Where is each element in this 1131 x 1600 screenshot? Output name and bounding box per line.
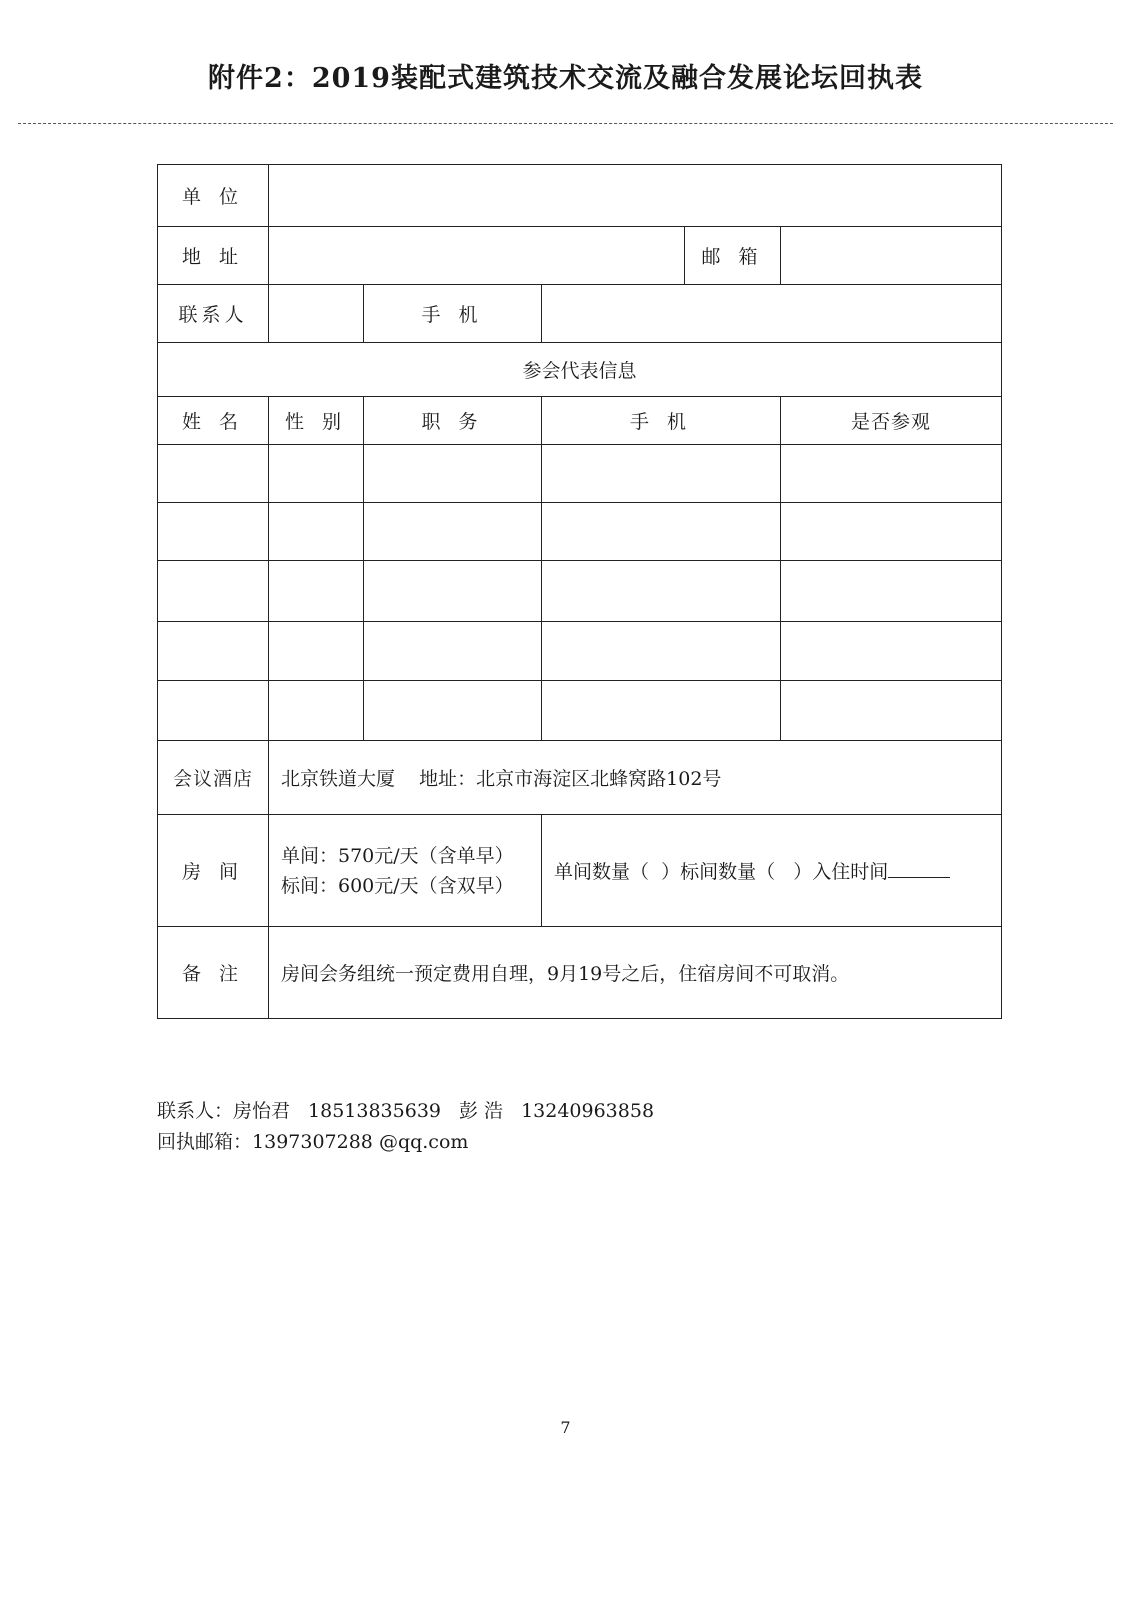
unit-label: 单 位 xyxy=(158,165,269,227)
delegate-mobile-cell[interactable] xyxy=(542,561,781,622)
room-request-text: 单间数量（ ）标间数量（ ）入住时间 xyxy=(554,861,889,883)
page-title: 附件2：2019装配式建筑技术交流及融合发展论坛回执表 xyxy=(208,63,923,94)
remarks-row xyxy=(158,927,1002,1019)
contact-person2-name: 彭 浩 xyxy=(459,1100,504,1122)
checkin-blank[interactable] xyxy=(888,863,950,878)
delegates-section-heading: 参会代表信息 xyxy=(158,343,1002,397)
delegate-position-cell[interactable] xyxy=(364,561,542,622)
address-field[interactable] xyxy=(269,227,685,285)
delegate-position-cell[interactable] xyxy=(364,681,542,741)
contact-row xyxy=(158,285,1002,343)
delegate-name-cell[interactable] xyxy=(158,561,269,622)
header-divider xyxy=(18,123,1113,124)
contact-field[interactable] xyxy=(269,285,364,343)
delegate-mobile-cell[interactable] xyxy=(542,622,781,681)
delegate-name-cell[interactable] xyxy=(158,445,269,503)
column-position: 职 务 xyxy=(364,397,542,445)
unit-field[interactable] xyxy=(269,165,1002,227)
delegate-name-cell[interactable] xyxy=(158,622,269,681)
delegate-visit-cell[interactable] xyxy=(781,445,1002,503)
hotel-label: 会议酒店 xyxy=(158,741,269,815)
delegate-name-cell[interactable] xyxy=(158,681,269,741)
delegate-gender-cell[interactable] xyxy=(269,503,364,561)
delegate-gender-cell[interactable] xyxy=(269,622,364,681)
email-label: 邮 箱 xyxy=(685,227,781,285)
delegate-row xyxy=(158,561,1002,622)
delegate-gender-cell[interactable] xyxy=(269,561,364,622)
delegate-row xyxy=(158,445,1002,503)
delegate-mobile-cell[interactable] xyxy=(542,445,781,503)
room-label: 房 间 xyxy=(158,815,269,927)
contact-info xyxy=(157,1096,654,1158)
contact-label: 联系人 xyxy=(158,285,269,343)
delegate-visit-cell[interactable] xyxy=(781,681,1002,741)
room-prices xyxy=(269,815,542,927)
contact-person2-phone: 13240963858 xyxy=(521,1100,655,1122)
delegate-visit-cell[interactable] xyxy=(781,622,1002,681)
reply-email-address: 1397307288 @qq.com xyxy=(252,1131,469,1153)
remarks-value: 房间会务组统一预定费用自理，9月19号之后，住宿房间不可取消。 xyxy=(269,927,1002,1019)
delegate-mobile-cell[interactable] xyxy=(542,681,781,741)
mobile-label: 手 机 xyxy=(364,285,542,343)
column-name: 姓 名 xyxy=(158,397,269,445)
contact-person1-name: 房怡君 xyxy=(233,1100,291,1122)
address-row xyxy=(158,227,1002,285)
column-mobile: 手 机 xyxy=(542,397,781,445)
delegate-visit-cell[interactable] xyxy=(781,503,1002,561)
contact-label: 联系人： xyxy=(157,1100,234,1122)
delegate-visit-cell[interactable] xyxy=(781,561,1002,622)
room-single-price: 单间：570元/天（含单早） xyxy=(281,844,514,867)
unit-row xyxy=(158,165,1002,227)
delegate-row xyxy=(158,622,1002,681)
contact-line xyxy=(157,1096,654,1127)
email-field[interactable] xyxy=(781,227,1002,285)
delegate-gender-cell[interactable] xyxy=(269,681,364,741)
delegate-mobile-cell[interactable] xyxy=(542,503,781,561)
remarks-label: 备 注 xyxy=(158,927,269,1019)
mobile-field[interactable] xyxy=(542,285,1002,343)
delegate-position-cell[interactable] xyxy=(364,503,542,561)
delegate-name-cell[interactable] xyxy=(158,503,269,561)
registration-form-table xyxy=(157,164,1002,1019)
hotel-value: 北京铁道大厦 地址：北京市海淀区北蜂窝路102号 xyxy=(269,741,1002,815)
delegate-position-cell[interactable] xyxy=(364,622,542,681)
reply-email-line xyxy=(157,1127,654,1158)
column-visit: 是否参观 xyxy=(781,397,1002,445)
delegate-row xyxy=(158,681,1002,741)
column-gender: 性 别 xyxy=(269,397,364,445)
contact-person1-phone: 18513835639 xyxy=(308,1100,442,1122)
page-number: 7 xyxy=(560,1418,571,1437)
room-double-price: 标间：600元/天（含双早） xyxy=(281,874,514,897)
delegates-section-row xyxy=(158,343,1002,397)
delegates-header-row xyxy=(158,397,1002,445)
hotel-row xyxy=(158,741,1002,815)
reply-email-label: 回执邮箱： xyxy=(157,1131,253,1153)
delegate-position-cell[interactable] xyxy=(364,445,542,503)
room-request-field[interactable] xyxy=(542,815,1002,927)
address-label: 地 址 xyxy=(158,227,269,285)
room-row xyxy=(158,815,1002,927)
delegate-row xyxy=(158,503,1002,561)
delegate-gender-cell[interactable] xyxy=(269,445,364,503)
